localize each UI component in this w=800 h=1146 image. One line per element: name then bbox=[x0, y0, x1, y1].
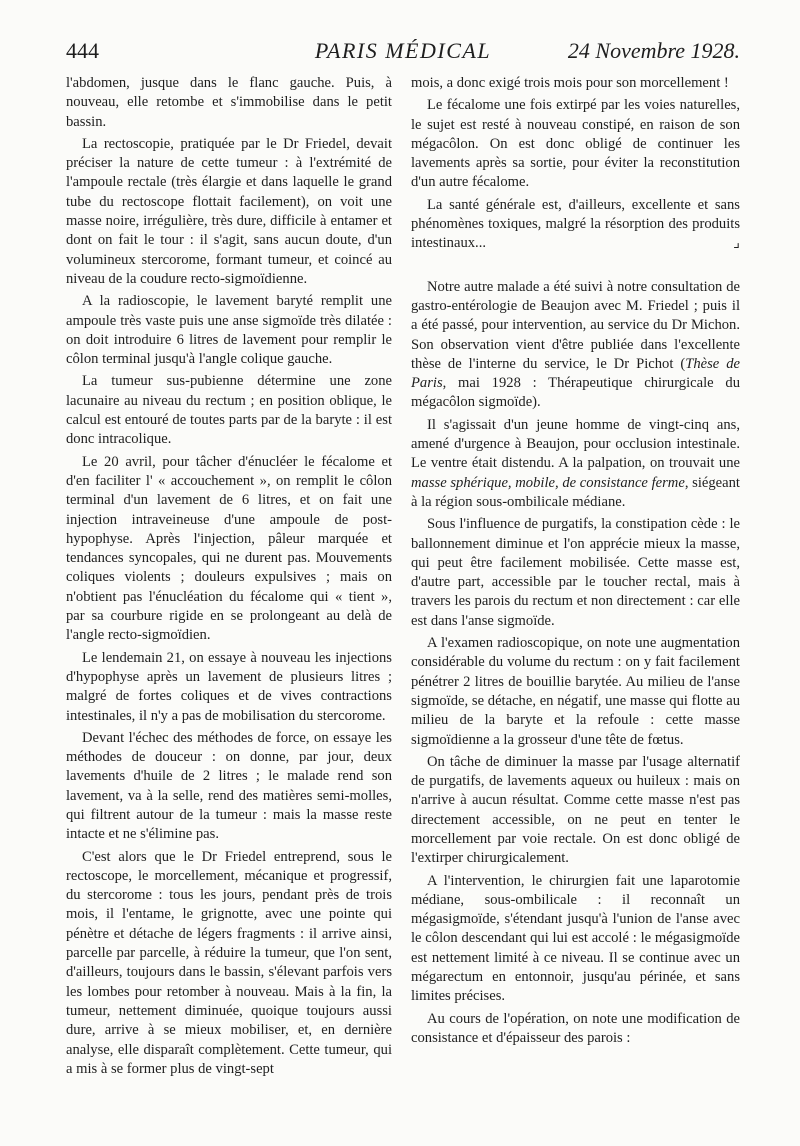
paragraph: La tumeur sus-pubienne détermine une zone lacunaire au niveau du rectum ; en position oblique, le calcul est entouré de toutes parts par de la baryte : il est donc intracolique. bbox=[66, 373, 392, 448]
paragraph-text: , siégeant à la région sous-ombilicale médiane. bbox=[411, 474, 740, 510]
paragraph: l'abdomen, jusque dans le flanc gauche. Puis, à nouveau, elle retombe et s'immobilise dans le petit bassin. bbox=[66, 75, 392, 130]
journal-title: PARIS MÉDICAL bbox=[314, 38, 492, 63]
paragraph-text: Il s'agissait d'un jeune homme de vingt-cinq ans, amené d'urgence à Beaujon, pour occlusion intestinale. Le ventre était distendu. A la palpation, on trouvait une bbox=[411, 416, 740, 472]
paragraph-text: Notre autre malade a été suivi à notre consultation de gastro-entérologie de Beaujon avec M. Friedel ; puis il a été passé, pour intervention, au service du Dr Michon. Son observation vient d'être publiée dans l'excellente thèse de l'interne du service, le Dr Pichot ( bbox=[411, 278, 740, 372]
paragraph-text: La santé générale est, d'ailleurs, excellente et sans phénomènes toxiques, malgré la résorption des produits intestinaux... bbox=[411, 196, 740, 252]
paragraph: A l'examen radioscopique, on note une augmentation considérable du volume du rectum : on y fait facilement pénétrer 2 litres de bouillie barytée. Au milieu de l'anse sigmoïde, se détache, en négatif, une masse qui flotte au milieu de la baryte et la refoule : cette masse sigmoïdienne a la grosseur d'une tête de fœtus. bbox=[411, 635, 740, 748]
page-header bbox=[66, 37, 740, 65]
thesis-title: Thèse de Paris bbox=[411, 355, 740, 392]
paragraph: Le fécalome une fois extirpé par les voies naturelles, le sujet est resté à nouveau constipé, en raison de son mégacôlon. On est donc obligé de continuer les lavements après sa sortie, pour éviter la reconstitution d'un autre fécalome. bbox=[411, 97, 740, 191]
paragraph: Le lendemain 21, on essaye à nouveau les injections d'hypophyse après un lavement de plusieurs litres ; malgré de fortes coliques et de vives contractions intestinales, il n'y a pas de mobilisation du stercorome. bbox=[66, 649, 392, 724]
page-number: 444 bbox=[66, 38, 99, 63]
paragraph-text: , mai 1928 : Thérapeutique chirurgicale du mégacôlon sigmoïde). bbox=[411, 375, 740, 411]
paragraph: Le 20 avril, pour tâcher d'énucléer le fécalome et d'en faciliter l' « accouchement », on remplit le côlon terminal d'un lavement de 6 litres, et on fait une injection intraveineuse d'une ampoule de post-hypophyse. Après l'injection, pâleur marquée et tendances syncopales, qui ne durent pas. Mouvements coliques violents ; douleurs expulsives ; mais on n'obtient pas l'énucléation du fécalome qui « tient », par sa courbure rigide en se prolongeant au delà de l'angle recto-sigmoïdien. bbox=[66, 453, 392, 644]
paragraph bbox=[411, 278, 740, 413]
right-column bbox=[411, 74, 740, 1051]
paragraph: La rectoscopie, pratiquée par le Dr Friedel, devait préciser la nature de cette tumeur : à l'extrémité de l'ampoule rectale (très élargie et dans laquelle le grand tube du rectoscope flottait facilement), on voit une masse noire, irrégulière, très dure, difficile à entamer et dont on fait le tour : il s'agit, sans aucun doute, d'un volumineux stercorome, formant tumeur, et coincé au niveau de la coudure recto-sigmoïdienne. bbox=[66, 135, 392, 287]
paragraph: A l'intervention, le chirurgien fait une laparotomie médiane, sous-ombilicale : il reconnaît un mégasigmoïde, s'étendant jusqu'à l'union de l'anse avec le côlon descendant qui lui est accolé : le mégasigmoïde est nettement limité à ce niveau. Il se continue avec un mégarectum en entonnoir, jusqu'au périnée, et sans limites précises. bbox=[411, 872, 740, 1005]
paragraph: Au cours de l'opération, on note une modification de consistance et d'épaisseur des parois : bbox=[411, 1010, 740, 1046]
paragraph: A la radioscopie, le lavement baryté remplit une ampoule très vaste puis une anse sigmoïde très dilatée : on doit introduire 6 litres de lavement pour remplir le côlon terminal jusqu'à l'angle colique gauche. bbox=[66, 293, 392, 368]
paragraph: On tâche de diminuer la masse par l'usage alternatif de purgatifs, de lavements aqueux ou huileux : mais on n'arrive à aucun résultat. Comme cette masse n'est pas directement accessible, on ne peut en tenter le morcellement par voie rectale. On est donc obligé de l'extirper chirurgicalement. bbox=[411, 753, 740, 867]
paragraph: mois, a donc exigé trois mois pour son morcellement ! bbox=[411, 75, 729, 91]
paragraph: C'est alors que le Dr Friedel entreprend, sous le rectoscope, le morcellement, mécanique et progressif, du stercorome : tous les jours, pendant près de trois mois, il l'entame, le grignotte, avec une pointe qui pénètre et détache de légers fragments : il arrive ainsi, parcelle par parcelle, à réduire la tumeur, que l'on sent, d'ailleurs, toujours dans le bassin, s'élevant parfois vers les lombes pour retomber à nouveau. Mais à la fin, la tumeur, nettement diminuée, quoique toujours aussi dure, arrive à se mieux mobiliser, et, en dernière analyse, elle disparaît complètement. Cette tumeur, qui a mis à se former plus de vingt-sept bbox=[66, 848, 392, 1077]
issue-date: 24 Novembre 1928. bbox=[567, 38, 740, 63]
left-column bbox=[66, 74, 392, 1082]
paragraph bbox=[411, 416, 740, 512]
emphasis-text: masse sphérique, mobile, de consistance ferme bbox=[411, 474, 685, 491]
paragraph bbox=[411, 196, 740, 254]
paragraph: Sous l'influence de purgatifs, la constipation cède : le ballonnement diminue et l'on apprécie mieux la masse, qui peut être facilement mobilisée. Cette masse est, d'autre part, accessible par le toucher rectal, mais à travers les parois du rectum et non directement : car elle est dans l'anse sigmoïde. bbox=[411, 516, 740, 629]
paragraph: Devant l'échec des méthodes de force, on essaye les méthodes de douceur : on donne, par jour, deux lavements d'huile de 2 litres ; le malade rend son lavement, va à la selle, rend des matières semi-molles, qui filtrent autour de la tumeur : mais la masse reste intacte et ne s'élimine pas. bbox=[66, 729, 392, 843]
end-mark: ⌟ bbox=[733, 235, 740, 252]
